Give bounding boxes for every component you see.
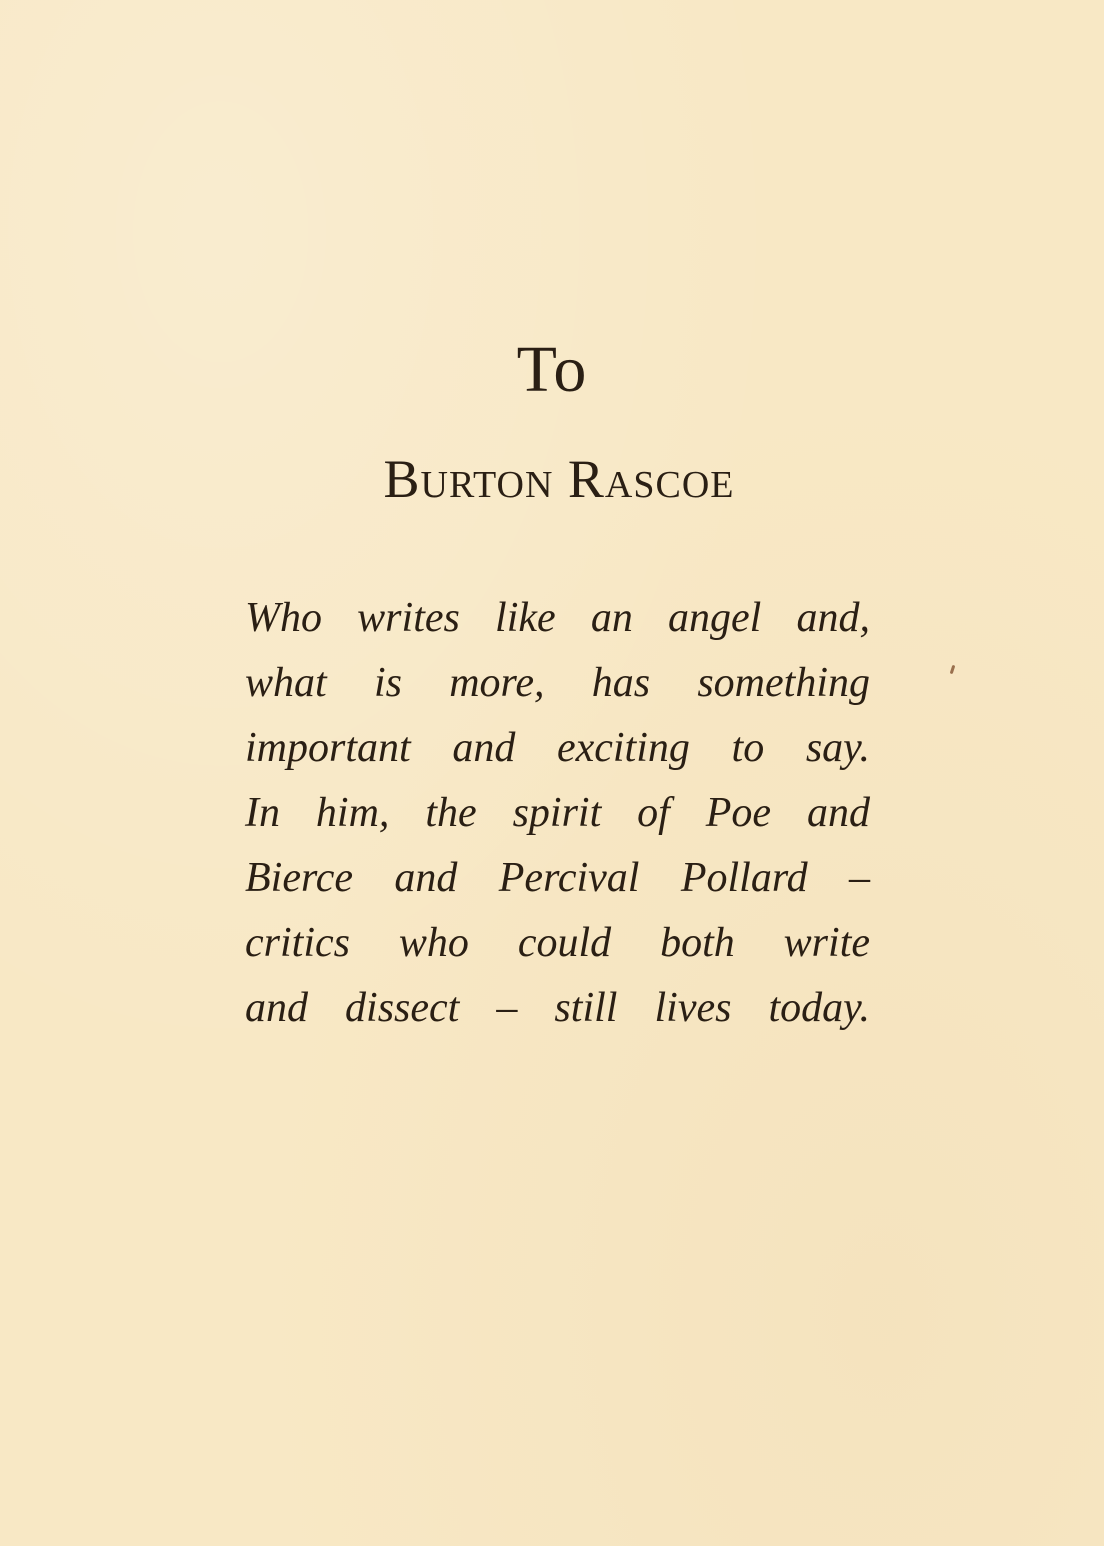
dedication-line: important and exciting to say. bbox=[245, 725, 870, 771]
dedication-text bbox=[245, 586, 870, 1041]
dedication-line: critics who could both write bbox=[245, 920, 870, 966]
dedicatee-name: Burton Rascoe bbox=[383, 449, 735, 509]
dedication-line: what is more, has something bbox=[245, 660, 870, 706]
dedication-to: To bbox=[516, 333, 588, 406]
dedication-line: Who writes like an angel and, bbox=[245, 595, 870, 641]
dedication-line: Bierce and Percival Pollard – bbox=[245, 855, 870, 901]
paper-speck bbox=[950, 665, 956, 674]
dedication-line: In him, the spirit of Poe and bbox=[245, 790, 870, 836]
dedication-line: and dissect – still lives today. bbox=[245, 985, 870, 1031]
